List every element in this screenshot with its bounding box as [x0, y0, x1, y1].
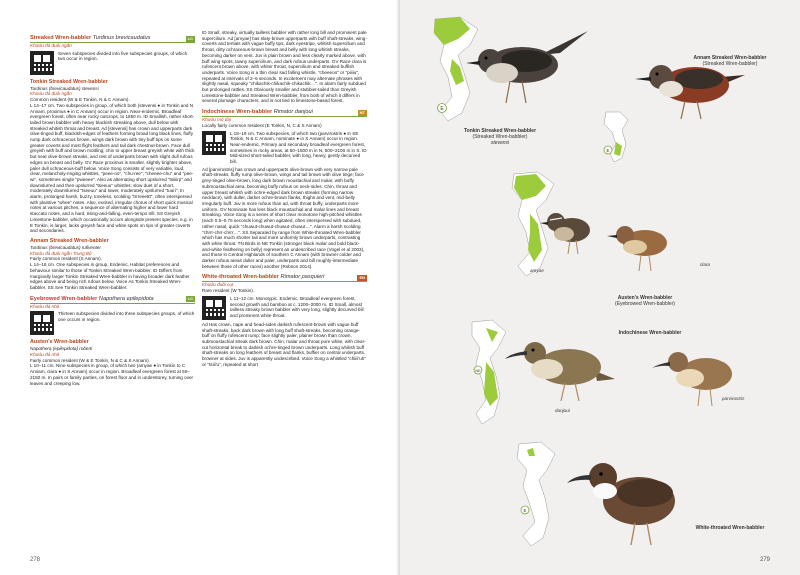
caption-tonkin-ssp: stevensi: [490, 140, 510, 146]
qr-code-icon[interactable]: [202, 131, 226, 155]
range-map-2: [600, 110, 635, 165]
body-text: Common resident (W & E Tonkin, N & C Annam).: [30, 97, 130, 103]
body-text: Fairly common resident (W & E Tonkin, N & C & S Annam).: [30, 357, 150, 363]
map-letter-1: E: [440, 106, 444, 112]
body-text: ID Small, streaky, virtually tailless babbler with rather long bill and prominent pale supercilium. Ad [amyae] has slaty-brown upperparts with buff shaft-streaks, wing-coverts and tertials with vague buffy tips, dark eyestripe, whitish supercilium and throat, dirty ochraceous-brown breast and belly with long whitish streaks, becoming darker on vent. Juv is plain brown and less clearly marked above, with buff wing spots, tawny supercilium, and dark rufous underparts. GV Race clara is rufescent brown above, with whiter throat, supercilium and streaked buffish underparts. Voice Song is a thin clear sad falling whistle, "cheeeoo" or "piiiiu", repeated at intervals of 2–5 seconds. In excitement may alternate phrases with slightly nasal, squeaky "chikachik-chikachik-chikachik…". In alarm fairly subdued but prolonged rattles. SS Obviously smaller and stubbier-tailed than Greyish Limestone-babbler and Streaked Wren-babbler, from both of which it differs in several plumage characters, and is not tied to limestone-based forest.: [202, 30, 367, 104]
subspecies-title: Annam Streaked Wren-babbler: [30, 237, 109, 244]
caption-tonkin: [445, 128, 555, 146]
species-name: White-throated Wren-babbler: [202, 274, 279, 281]
body-text: Fairly common resident (S Annam).: [30, 256, 102, 262]
caption-austens-name: Austen's Wren-babbler: [617, 295, 673, 301]
body-text: Ad [parvirostris] has crown and upperparts olive-brown with very narrow pale shaft-streaks, fluffy rump olive-brown, wings and tail brown with olive tinge; face grey-tinged olive-brown, long dark brown moustachial and malar, with buffy submoustachial area, becoming buffy rufous on neck-sides. Chin, throat and upper breast whitish with ochre-edged dark brown streaks (forming narrow necklace), with duller, darker ochre-brown flanks, thighs and vent, mid-belly irregularly buff. Juv is more rufous than ad, with throat buffy, underparts more uniform. GV Nominate has less black moustachial and malar lines and breast streaking. Voice Song is a series of short clear monotone high-pitched whistles (each 0.5–0.75 seconds long) when agitated, often interspersed with subdued, rather nasal, quick "chuwut-chuwut-chuwut-chuwut…". Alarm a harsh scolding "chrrr-chrr-chrrr…". SS Separated by range from White-throated Wren-babbler which has much shorter tail and more uniformly brown underparts, contrasting with white throat. TN Birds in NE Tonkin (stronger black malar and bold black-and-white feathering on belly) represent an undescribed race (Vogel et al 2003), and those in Central Highlands of southern C Annam (with browner colder and darker rufous areas duller and paler, underparts and bill roughly-intermediate between those of other races) another (Robson 2014).: [202, 166, 365, 269]
vietnamese-name: Khướu đá nhỏ: [30, 303, 60, 309]
left-column-2: [202, 30, 367, 367]
map-letter-4: E: [523, 508, 527, 513]
subspecies-title: Tonkin Streaked Wren-babbler: [30, 78, 108, 85]
qr-text: Thirteen subspecies divided into three subspecies groups, of which one occurs in region.: [58, 311, 195, 323]
body-text: L 14–17 cm. Two subspecies in group, of which both (stevensi ● in Tonkin and N Annam, proximus ● in C Annam) occur in region. Near-endemic. Broadleaf evergreen forest, often near rocky outcrops, to 1850 m. ID Smallish, rather short-tailed brown babbler with heavy blackish streaking above, dull below with streaked whitish throat and breast. Ad [stevensi] has crown and upperparts dark olive-tinged buff, blackish-edges of feathers forming broad long black lines, fluffy rump dark ochraceous brown, wings dark brown with tiny buff tips on some greater coverts and most flight feathers and tail dark chestnut-brown. Face dull greyish with buff and brown mottling; chin to upper breast greyish white with thick but neat olive-brown streaks, and rest of underparts brown with slight dull rufous edges on breast and belly. GV Race proximus is smaller, slightly brighter above, paler dull ochraceous-buff below. Voice Song consists of very variable, loud, clear, melancholy-ringing whistles, "peee-oo", "chu-ree", "cheeee-chu" and "pee-wi", sometimes single "pweeee". Also as alternating short upslurred "tsiiiirp" and downslurred and then upslurred "tseeuu" whistles; slow duet of a short, moderately downslurred "tseeuu" and lower, moderately upslurred "tuuri". In alarm, prolonged harsh, buzzy, toneless, scolding "trrreeettt", often interspersed with plaintive "whee" notes. Also, excited, irregular chorus of short quick musical notes at various pitches, a sequence of alternating higher and lower hard staccato notes, and a hard, rising-and-falling, even-tempo trill. SS Greyish Limestone-babbler, which occasionally occurs alongside present species, e.g. in E Tonkin, is larger, lacks greyish face and white spots on tips of greater coverts and secondaries.: [30, 102, 195, 234]
conservation-status-badge: EN: [359, 274, 365, 280]
body-text: Locally fairly common resident (E Tonkin, N, C & S Annam): [202, 122, 322, 128]
subspecies-scientific-name: Napothera (epilepidota) roberti: [30, 346, 93, 352]
vietnamese-name: Khướu đá đuôi ngắn: [30, 43, 72, 48]
species-header: [202, 109, 367, 117]
bird-clara: [605, 215, 685, 275]
vietnamese-name: Khướu đá nhỏ: [30, 352, 60, 358]
page-number-right: 279: [759, 557, 770, 563]
qr-block: [30, 51, 195, 75]
qr-code-icon[interactable]: [202, 296, 226, 320]
qr-text: Seven subspecies divided into five subspecies groups, of which two occur in region.: [58, 50, 188, 62]
caption-annam-alt: (Streaked Wren-babbler): [702, 61, 758, 67]
conservation-status-badge: LC: [187, 35, 193, 41]
caption-austens: [600, 295, 690, 307]
species-header: [202, 274, 367, 282]
caption-indochinese-name: Indochinese Wren-babbler: [618, 330, 682, 336]
map-letter-2: E: [606, 148, 610, 153]
label-clara: clara: [700, 262, 710, 267]
caption-annam-name: Annam Streaked Wren-babbler: [693, 55, 767, 61]
species-name: Eyebrowed Wren-babbler: [30, 295, 98, 302]
subspecies-scientific-name: Turdinus (brevicaudatus) rufiventer: [30, 244, 101, 250]
body-text: L 14–16 cm. One subspecies in group. Endemic. Habitat preferences and behaviour similar to those of Tonkin Streaked Wren-babbler. ID Differs from marginally larger Tonkin Streaked Wren-babbler in having broader dark feather edges above and being rich rufous below. Voice As Tonkin Streaked Wren-babbler. SS See Tonkin Streaked Wren-babbler.: [30, 262, 190, 290]
range-map-5: [515, 440, 560, 550]
left-column-1: [30, 30, 195, 386]
conservation-status-badge: LC: [187, 296, 193, 302]
label-amyae: amyae: [530, 268, 544, 273]
species-scientific-name: Turdinus brevicaudatus: [92, 35, 151, 41]
qr-block: [202, 131, 367, 165]
species-header: [30, 296, 195, 304]
body-text: Rare resident (W Tonkin).: [202, 288, 254, 294]
qr-block: [202, 296, 367, 320]
bird-amyae: [540, 200, 600, 260]
bird-tonkin-streaked: [460, 25, 600, 115]
page-number-left: 278: [30, 557, 41, 563]
map-letter-3: NE: [475, 368, 481, 373]
caption-white-throated: [685, 525, 775, 531]
caption-austens-alt: (Eyebrowed Wren-babbler): [615, 301, 675, 307]
caption-white-throated-name: White-throated Wren-babbler: [695, 525, 765, 531]
species-scientific-name: Napothera epilepidota: [98, 295, 154, 302]
subspecies-title: Austen's Wren-babbler: [30, 339, 89, 346]
label-parvirostris: parvirostris: [722, 396, 745, 401]
qr-text: L 18–19 cm. Two subspecies, of which two (parvirostris ● in SE Tonkin, N & C Annam, nominate ● in S Annam) occur in region. Near-endemic. Primary and secondary broadleaf evergreen forest, sometimes in rocky areas, at 50–1500 m in N, 500–2100 m in S. ID Mid-sized short-tailed babbler, with long, heavy, gently decurved bill.: [230, 130, 367, 165]
species-header: [30, 35, 195, 43]
label-danjoui: danjoui: [555, 408, 570, 413]
species-scientific-name: Rimator pasquieri: [280, 274, 325, 281]
vietnamese-name: Khướu mỏ dài: [202, 117, 231, 123]
qr-block: [30, 311, 195, 335]
range-map-4: [470, 318, 510, 428]
body-text: Ad Has crown, nape and head-sides darkish rufescent-brown with vague buff shaft-streaks, back dark brown with long buff shaft-streaks, becoming orange-buff on fluffy rufescent rump; face slightly paler, plainer brown than crown, submoustachial streak dark brown. Chin, malar and throat pure white, with clear-cut horizontal break to darkish ochre-tinged brown underparts. Long whitish buff shaft-streaks on long feathers of breast and flanks, buffier on central underparts, browner at sides. Juv is apparently undescribed. Voice Song a whistled "chiiii'uh" or "tsiii'u", repeated at short: [202, 321, 366, 367]
qr-code-icon[interactable]: [30, 51, 54, 75]
species-name: Indochinese Wren-babbler: [202, 109, 273, 116]
species-name: Streaked Wren-babbler: [30, 35, 92, 41]
vietnamese-name: Khướu đá đuôi ngắn Trung Bộ: [30, 250, 92, 256]
vietnamese-name: Khướu đuôi cụt: [202, 282, 234, 288]
qr-code-icon[interactable]: [30, 311, 54, 335]
caption-annam: [675, 55, 785, 67]
qr-text: L 11–12 cm. Monotypic. Endemic. Broadleaf evergreen forest, second growth and bamboo at c. 1200–2000 m. ID Small, almost tailless streaky brown babbler with very long, slightly decurved bill and prominent white throat.: [230, 295, 364, 318]
species-scientific-name: Rimator danjoui: [273, 109, 313, 116]
bird-danjoui: [505, 325, 625, 405]
subspecies-scientific-name: Turdinus (brevicaudatus) stevensi: [30, 85, 99, 91]
bird-white-throated: [565, 445, 705, 555]
caption-tonkin-name: Tonkin Streaked Wren-babbler: [463, 128, 537, 134]
caption-tonkin-alt: (Streaked Wren-babbler): [472, 134, 528, 140]
body-text: L 10–11 cm. Nine subspecies in group, of which two (amyae ● in Tonkin to C Annam, clara ● in S Annam) occur in region. Broadleaf evergreen forest at 50–2150 m. In pairs or family parties, on forest floor and in understorey, turning over leaves and creeping low.: [30, 363, 194, 386]
right-page: [400, 0, 800, 575]
vietnamese-name: Khướu đá đuôi ngắn: [30, 91, 72, 97]
conservation-status-badge: NT: [359, 109, 365, 115]
caption-indochinese: [605, 330, 695, 336]
